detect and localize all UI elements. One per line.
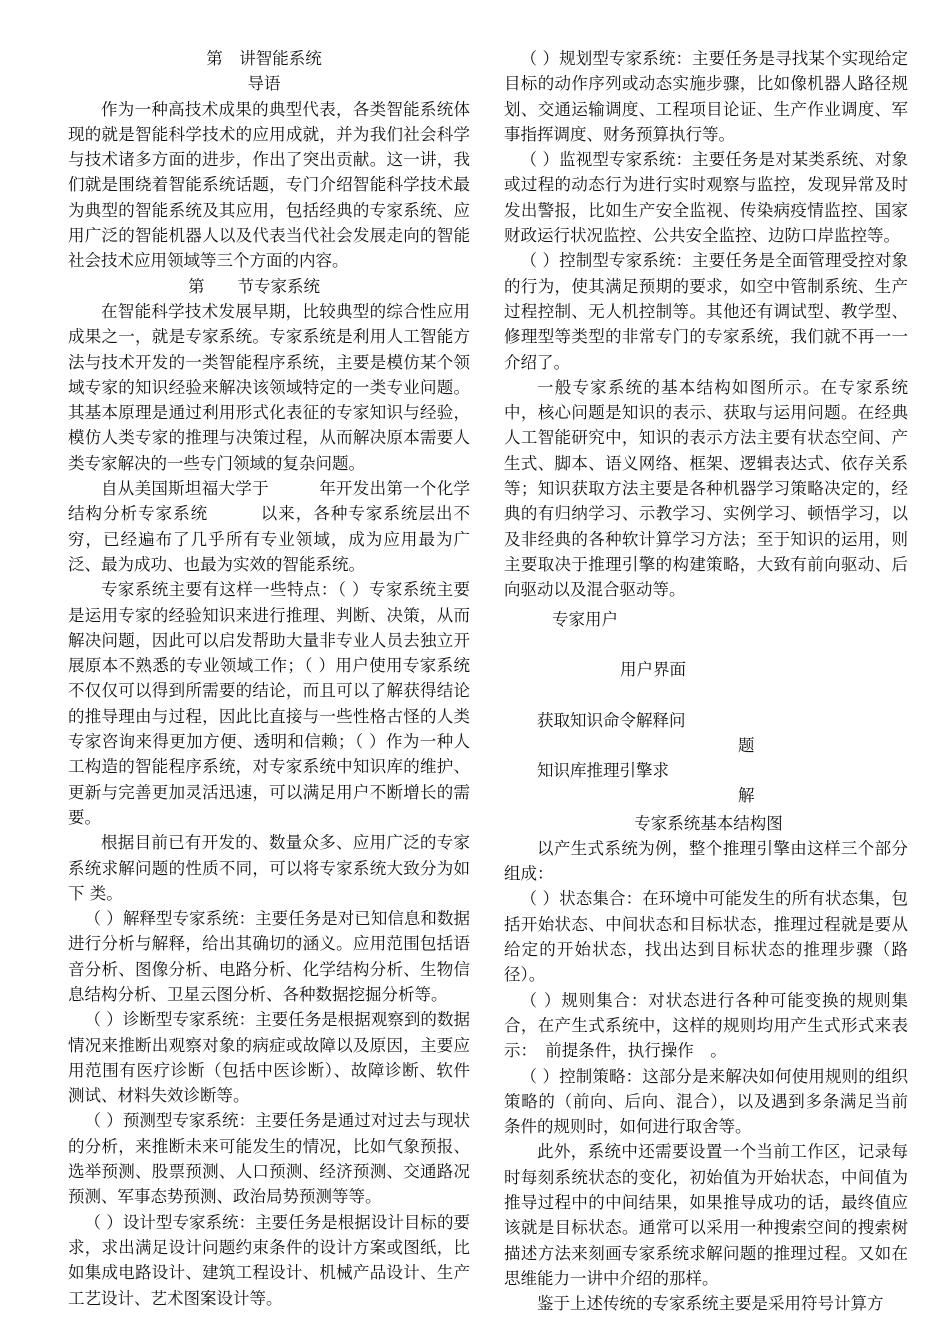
section-heading: 第 节专家系统: [188, 276, 320, 296]
paragraph-final: 鉴于上述传统的专家系统主要是采用符号计算方: [537, 1294, 884, 1314]
intro-heading: 导语: [247, 74, 281, 94]
paragraph-workspace: 此外，系统中还需要设置一个当前工作区，记录每时每刻系统状态的变化，初始值为开始状态，中间值为推导过程中的中间结果，如果推导成功的话，最终值应该就是目标状态。通常可以采用一种搜索空间的搜索树描述方法来刻画专家系统求解问题的推理过程。又如在思维能力一讲中介绍的那样。: [504, 1142, 908, 1288]
diagram-expert-user: 专家用户: [552, 609, 618, 629]
type-monitoring: （ ）监视型专家系统：主要任务是对某类系统、对象或过程的动态行为进行实时观察与监控，发现异常及时发出警报，比如生产安全监视、传染病疫情监控、国家财政运行状况监控、公共安全监控、边防口岸监控等。: [504, 150, 908, 246]
paragraph-features: 专家系统主要有这样一些特点：（ ）专家系统主要是运用专家的经验知识来进行推理、判断、决策，从而解决问题，因此可以启发帮助大量非专业人员去独立开展原本不熟悉的专业领域工作；（ ）用户使用专家系统不仅仅可以得到所需要的结论，而且可以了解获得结论的推导理由与过程，因此比直接与一些性格古怪的人类专家咨询来得更加方便、透明和信赖；（ ）作为一种人工构造的智能程序系统，对专家系统中知识库的维护、更新与完善更加灵活迅速，可以满足用户不断增长的需要。: [68, 580, 470, 827]
lecture-title: 第 讲智能系统: [206, 49, 322, 68]
component-control: （ ）控制策略：这部分是来解决如何使用规则的组织策略的（前向、后向、混合），以及遇到多条满足当前条件的规则时，如何进行取舍等。: [504, 1066, 908, 1137]
diagram-row-knowledge-end: 解: [738, 785, 755, 805]
type-control: （ ）控制型专家系统：主要任务是全面管理受控对象的行为，使其满足预期的要求，如空中管制系统、生产过程控制、无人机控制等。其他还有调试型、教学型、修理型等类型的非常专门的专家系统，我们就不再一一介绍了。: [504, 251, 908, 372]
right-column: [504, 46, 908, 1316]
type-design: （ ）设计型专家系统：主要任务是根据设计目标的要求，求出满足设计问题约束条件的设计方案或图纸，比如集成电路设计、建筑工程设计、机械产品设计、生产工艺设计、艺术图案设计等。: [68, 1212, 470, 1308]
diagram-user-interface: 用户界面: [620, 659, 686, 679]
structure-diagram: [504, 603, 908, 817]
left-column: [68, 46, 470, 1311]
component-rules: （ ）规则集合：对状态进行各种可能变换的规则集合，在产生式系统中，这样的规则均用产生式形式来表示： 前提条件，执行操作 。: [504, 990, 908, 1061]
type-interpretation: （ ）解释型专家系统：主要任务是对已知信息和数据进行分析与解释，给出其确切的涵义。应用范围包括语音分析、图像分析、电路分析、化学结构分析、生物信息结构分析、卫星云图分析、各种数据挖掘分析等。: [68, 909, 470, 1004]
type-planning: （ ）规划型专家系统：主要任务是寻找某个实现给定目标的动作序列或动态实施步骤，比如像机器人路径规划、交通运输调度、工程项目论证、生产作业调度、军事指挥调度、财务预算执行等。: [504, 49, 908, 144]
type-diagnosis: （ ）诊断型专家系统：主要任务是根据观察到的数据情况来推断出观察对象的病症或故障以及原因，主要应用范围有医疗诊断（包括中医诊断）、故障诊断、软件测试、材料失效诊断等。: [68, 1010, 470, 1106]
intro-paragraph: 作为一种高技术成果的典型代表，各类智能系统体现的就是智能科学技术的应用成就，并为我们社会科学与技术诸多方面的进步，作出了突出贡献。这一讲，我们就是围绕着智能系统话题，专门介绍智能科学技术最为典型的智能系统及其应用，包括经典的专家系统、应用广泛的智能机器人以及代表当代社会发展走向的智能社会技术应用领域等三个方面的内容。: [68, 99, 470, 271]
diagram-row-acquire-end: 题: [738, 735, 755, 755]
diagram-caption: 专家系统基本结构图: [634, 813, 783, 833]
component-states: （ ）状态集合：在环境中可能发生的所有状态集，包括开始状态、中间状态和目标状态，推理过程就是要从给定的开始状态，找出达到目标状态的推理步骤（路径）。: [504, 889, 908, 985]
diagram-row-acquire: 获取知识命令解释问: [537, 710, 686, 730]
type-prediction: （ ）预测型专家系统：主要任务是通过对过去与现状的分析，来推断未来可能发生的情况，比如气象预报、选举预测、股票预测、人口预测、经济预测、交通路况预测、军事态势预测、政治局势预测等等。: [68, 1111, 470, 1207]
paragraph-definition: 在智能科学技术发展早期，比较典型的综合性应用成果之一，就是专家系统。专家系统是利用人工智能方法与技术开发的一类智能程序系统，主要是模仿某个领域专家的知识经验来解决该领域特定的一类专业问题。其基本原理是通过利用形式化表征的专家知识与经验，模仿人类专家的推理与决策过程，从而解决原本需要人类专家解决的一些专门领域的复杂问题。: [68, 301, 470, 473]
paragraph-structure: 一般专家系统的基本结构如图所示。在专家系统中，核心问题是知识的表示、获取与运用问题。在经典人工智能研究中，知识的表示方法主要有状态空间、产生式、脚本、语义网络、框架、逻辑表达式、依存关系等；知识获取方法主要是各种机器学习策略决定的，经典的有归纳学习、示教学习、实例学习、顿悟学习，以及非经典的各种软计算学习方法；至于知识的运用，则主要取决于推理引擎的构建策略，大致有前向驱动、后向驱动以及混合驱动等。: [504, 377, 908, 600]
paragraph-production: 以产生式系统为例，整个推理引擎由这样三个部分组成：: [504, 838, 908, 884]
diagram-row-knowledge: 知识库推理引擎求: [537, 760, 669, 780]
paragraph-types-intro: 根据目前已有开发的、数量众多、应用广泛的专家系统求解问题的性质不同，可以将专家系统大致分为如下 类。: [68, 833, 470, 903]
paragraph-history: 自从美国斯坦福大学于 年开发出第一个化学结构分析专家系统 以来，各种专家系统层出不穷，已经遍布了几乎所有专业领域，成为应用最为广泛、最为成功、也最为实效的智能系统。: [68, 479, 470, 574]
